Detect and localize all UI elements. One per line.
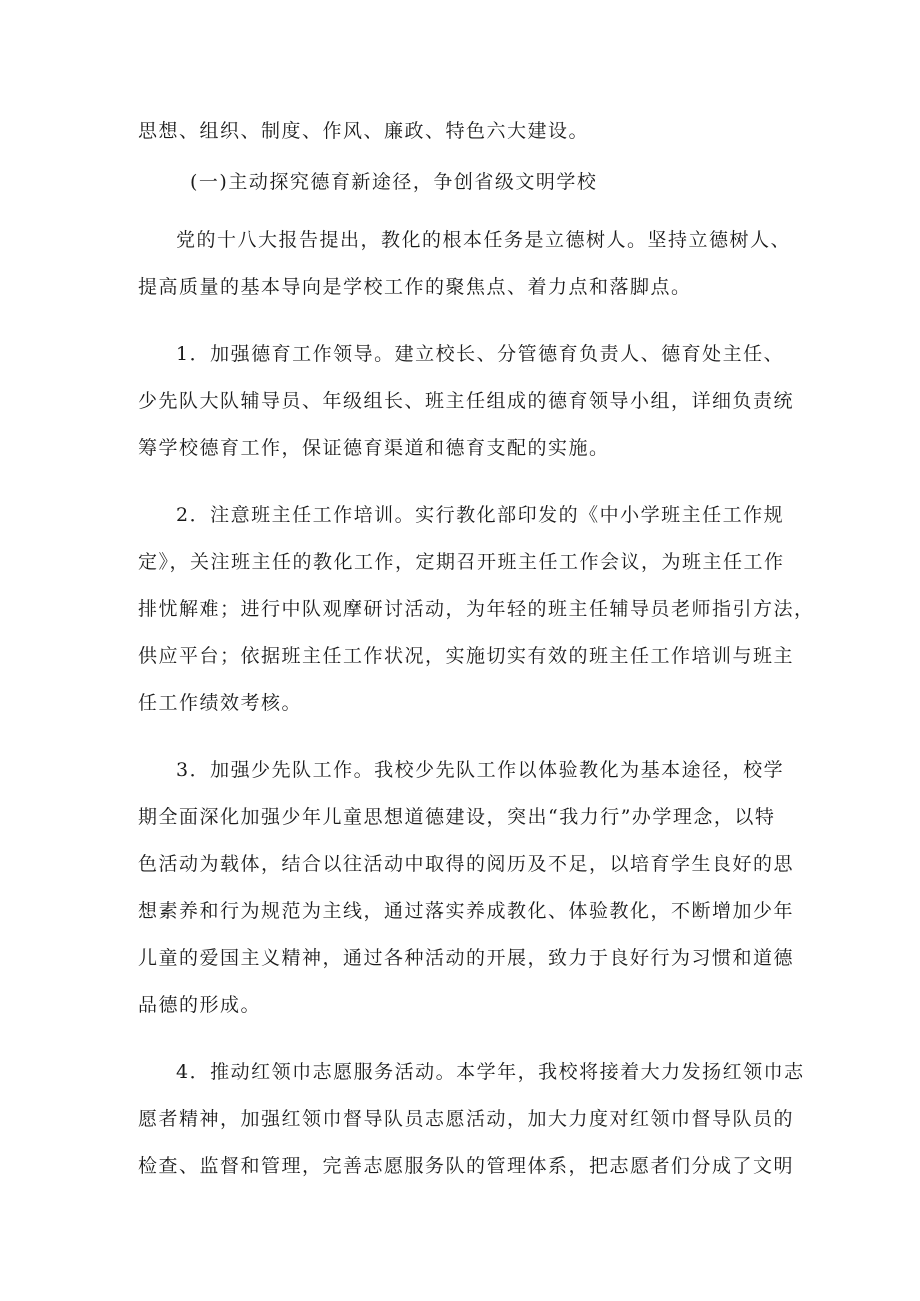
paragraph-line: 少先队大队辅导员、年级组长、班主任组成的德育领导小组，详细负责统 (138, 390, 795, 412)
paragraph-line: 色活动为载体，结合以往活动中取得的阅历及不足，以培育学生良好的思 (138, 853, 795, 875)
paragraph-line: 愿者精神，加强红领巾督导队员志愿活动，加大力度对红领巾督导队员的 (138, 1108, 795, 1130)
paragraph-line: 想素养和行为规范为主线，通过落实养成教化、体验教化，不断增加少年 (138, 900, 795, 922)
paragraph-line: 党的十八大报告提出，教化的根本任务是立德树人。坚持立德树人、 (176, 229, 792, 251)
paragraph-line: 思想、组织、制度、作风、廉政、特色六大建设。 (138, 120, 590, 142)
paragraph-line: 1．加强德育工作领导。建立校长、分管德育负责人、德育处主任、 (176, 343, 785, 365)
paragraph-line: 儿童的爱国主义精神，通过各种活动的开展，致力于良好行为习惯和道德 (138, 947, 795, 969)
paragraph-line: 筹学校德育工作，保证德育渠道和德育支配的实施。 (138, 437, 610, 459)
paragraph-line: 定》，关注班主任的教化工作，定期召开班主任工作会议，为班主任工作 (138, 551, 785, 573)
paragraph-line: 期全面深化加强少年儿童思想道德建设，突出“我力行”办学理念，以特 (138, 806, 776, 828)
paragraph-line: 4．推动红领巾志愿服务活动。本学年，我校将接着大力发扬红领巾志 (176, 1061, 805, 1083)
section-heading: (一)主动探究德育新途径，争创省级文明学校 (190, 171, 598, 193)
paragraph-line: 3．加强少先队工作。我校少先队工作以体验教化为基本途径，校学 (176, 759, 785, 781)
paragraph-line: 提高质量的基本导向是学校工作的聚焦点、着力点和落脚点。 (138, 276, 692, 298)
paragraph-line: 2．注意班主任工作培训。实行教化部印发的《中小学班主任工作规 (176, 504, 785, 526)
paragraph-line: 任工作绩效考核。 (138, 692, 303, 714)
paragraph-line: 检查、监督和管理，完善志愿服务队的管理体系，把志愿者们分成了文明 (138, 1155, 795, 1177)
paragraph-line: 品德的形成。 (138, 994, 262, 1016)
paragraph-line: 排忧解难；进行中队观摩研讨活动，为年轻的班主任辅导员老师指引方法， (138, 598, 815, 620)
paragraph-line: 供应平台；依据班主任工作状况，实施切实有效的班主任工作培训与班主 (138, 645, 795, 667)
